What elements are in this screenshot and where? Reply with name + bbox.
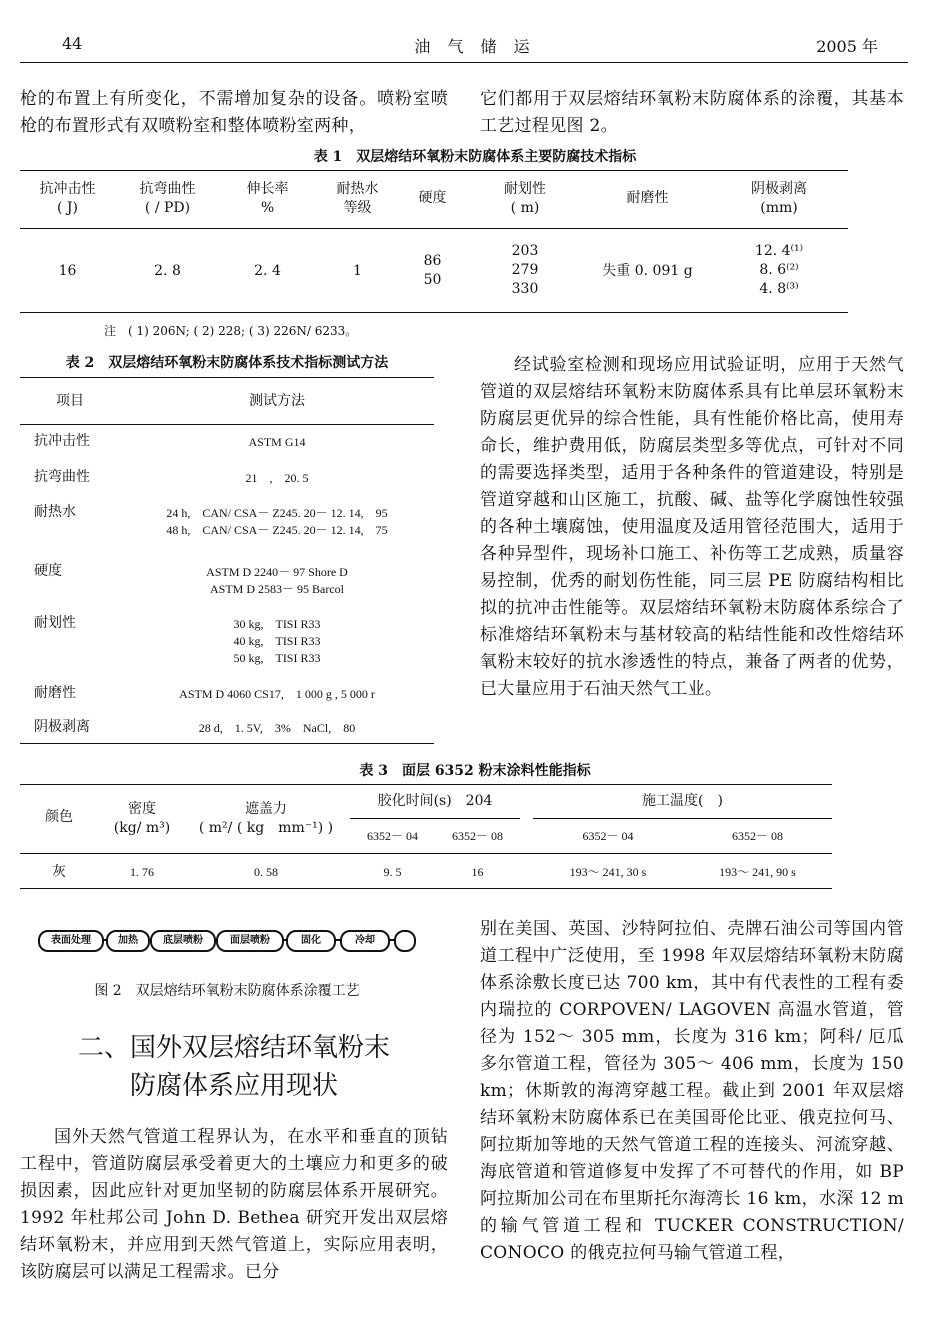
table1-header-cell: 阴极剥离 (mm): [751, 181, 807, 216]
table3-caption: 表 3 面层 6352 粉末涂料性能指标: [359, 763, 591, 779]
table2-item: 耐磨性: [34, 685, 76, 701]
table2-method: 30 kg, TISI R33 40 kg, TISI R33 50 kg, TISI R33: [233, 617, 321, 665]
table2-header-cell: 项目: [56, 393, 84, 409]
table3-header-color: 颜色: [45, 809, 73, 825]
table3-bottom-rule: [20, 888, 832, 889]
table3-header-density: 密度 (kg/ m³): [113, 801, 171, 836]
table3-subheader: 6352－ 04: [582, 829, 634, 843]
table2-item: 耐热水: [34, 504, 76, 520]
table1-header-cell: 耐磨性: [626, 190, 669, 206]
table3-cell: 1. 76: [130, 865, 154, 879]
table2-method: ASTM G14: [248, 435, 306, 449]
table2-bottom-rule: [20, 743, 434, 744]
table2-method: ASTM D 4060 CS17, 1 000 g , 5 000 r: [179, 687, 375, 701]
table2-header-cell: 测试方法: [249, 393, 305, 409]
table3-cell: 193～ 241, 90 s: [719, 865, 796, 879]
table3-subheader: 6352－ 04: [366, 829, 418, 843]
flow-step: 底层喷粉: [150, 930, 216, 952]
table1-header-cell: 耐热水 等级: [336, 181, 379, 216]
intro-left-text: 枪的布置上有所变化，不需增加复杂的设备。喷粉室喷枪的布置形式有双喷粉室和整体喷粉室两种，: [20, 89, 448, 136]
table2-method: ASTM D 2240－ 97 Shore D ASTM D 2583－ 95 Barcol: [206, 565, 348, 596]
table1-bottom-rule: [20, 312, 848, 313]
table2-item: 抗弯曲性: [34, 469, 90, 485]
header-rule: [20, 62, 908, 63]
table3-cell: 193～ 241, 30 s: [569, 865, 647, 879]
page-number: 44: [62, 34, 83, 53]
journal-name: 油 气 储 运: [414, 37, 536, 56]
table3-sub-rule: [533, 818, 832, 819]
table1-cell: 203 279 330: [511, 243, 539, 297]
table1-cell: 12. 4⁽¹⁾ 8. 6⁽²⁾ 4. 8⁽³⁾: [754, 243, 804, 297]
table2-method: 28 d, 1. 5V, 3% NaCl, 80: [198, 721, 356, 735]
table3-cell: 灰: [52, 864, 66, 880]
table3-cell: 9. 5: [383, 865, 402, 879]
flow-step: 表面处理: [38, 930, 104, 952]
table2-item: 硬度: [34, 563, 62, 579]
table3-header-cover: 遮盖力 ( m²/ ( kg mm⁻¹) ): [198, 801, 334, 836]
table3-cell: 16: [471, 865, 484, 879]
flow-end-cap: [394, 930, 416, 952]
table1-cell: 2. 4: [254, 263, 281, 279]
table3-subheader: 6352－ 08: [731, 829, 783, 843]
figure2-caption: 图 2 双层熔结环氧粉末防腐体系涂覆工艺: [94, 983, 360, 999]
table1-header-cell: 抗弯曲性 ( / PD): [139, 181, 196, 216]
body-paragraph-right-2: 别在美国、英国、沙特阿拉伯、壳牌石油公司等国内管道工程中广泛使用，至 1998 年双层熔结环氧粉末防腐体系涂敷长度已达 700 km，其中有代表性的工程有委内瑞拉的 CORPOVEN/ LAGOVEN 高温水管道，管径为 152～ 305 mm，长度为 316 km；阿科/ 厄瓜多尔管道工程，管径为 305～ 406 mm，长度为 150 km；休斯敦的海湾穿越工程。截止到 2001 年双层熔结环氧粉末防腐体系已在美国哥伦比亚、俄克拉何马、阿拉斯加等地的天然气管道工程的连接头、河流穿越、海底管道和管道修复中发挥了不可替代的作用，如 BP 阿拉斯加公司在布里斯托尔海湾长 16 km，水深 12 m 的输气管道工程和 TUCKER CONSTRUCTION/ CONOCO 的俄克拉何马输气管道工程，: [480, 919, 904, 1263]
table1-cell: 2. 8: [154, 263, 181, 279]
table3-header-gel: 胶化时间(s) 204: [377, 793, 493, 809]
table1-header-rule: [20, 228, 848, 229]
table1-cell: 失重 0. 091 g: [602, 263, 693, 279]
flow-step: 冷却: [340, 930, 390, 952]
table1-note: 注 ( 1) 206N; ( 2) 228; ( 3) 226N/ 6233。: [104, 324, 358, 338]
table3-cell: 0. 58: [254, 865, 278, 879]
table1-cell: 86 50: [423, 253, 442, 288]
table2-caption: 表 2 双层熔结环氧粉末防腐体系技术指标测试方法: [65, 355, 389, 371]
table2-item: 阴极剥离: [34, 719, 90, 735]
table1-header-cell: 伸长率 %: [246, 181, 289, 216]
flow-step: 面层喷粉: [216, 930, 284, 952]
table2-item: 耐划性: [34, 615, 76, 631]
table3-subheader: 6352－ 08: [451, 829, 503, 843]
table3-sub-rule: [350, 818, 520, 819]
table1-header-cell: 硬度: [418, 190, 447, 206]
table3-header-rule: [20, 853, 832, 854]
table2-header-rule: [20, 424, 434, 425]
table1-header-cell: 抗冲击性 ( J): [39, 181, 96, 216]
section-title-line2: 防腐体系应用现状: [129, 1071, 338, 1101]
issue-year: 2005 年: [816, 37, 878, 56]
table2-method: 24 h, CAN/ CSA－ Z245. 20－ 12. 14, 95 48 h, CAN/ CSA－ Z245. 20－ 12. 14, 75: [166, 506, 388, 537]
table2-item: 抗冲击性: [34, 433, 90, 449]
coating-process-diagram: [38, 926, 418, 952]
table1-cell: 1: [353, 263, 362, 279]
table1-cell: 16: [58, 263, 77, 279]
table1-header-cell: 耐划性 ( m): [504, 181, 546, 216]
body-paragraph-right: 经试验室检测和现场应用试验证明，应用于天然气管道的双层熔结环氧粉末防腐体系具有比单层环氧粉末防腐层更优异的综合性能，具有性能价格比高，使用寿命长，维护费用低，防腐层类型多等优点，可针对不同的需要选择类型，适用于各种条件的管道建设，特别是管道穿越和山区施工，抗酸、碱、盐等化学腐蚀性较强的各种土壤腐蚀，使用温度及适用管径范围大，适用于各种异型件，现场补口施工、补伤等工艺成熟，质量容易控制，优秀的耐划伤性能，同三层 PE 防腐结构相比拟的抗冲击性能等。双层熔结环氧粉末防腐体系综合了标准熔结环氧粉末与基材较高的粘结性能和改性熔结环氧粉末较好的抗水渗透性的特点，兼备了两者的优势，已大量应用于石油天然气工业。: [480, 355, 904, 699]
section-title-line1: 二、国外双层熔结环氧粉末: [77, 1033, 390, 1063]
table1-top-rule: [20, 170, 848, 171]
table2-top-rule: [20, 377, 434, 378]
intro-right-text: 它们都用于双层熔结环氧粉末防腐体系的涂覆，其基本工艺过程见图 2。: [480, 89, 904, 136]
table1-caption: 表 1 双层熔结环氧粉末防腐体系主要防腐技术指标: [313, 149, 637, 165]
table2-method: 21 , 20. 5: [245, 471, 309, 485]
table3-top-rule: [20, 784, 832, 785]
table3-header-temp: 施工温度( ): [642, 793, 723, 809]
body-paragraph-left: 国外天然气管道工程界认为，在水平和垂直的顶钻工程中，管道防腐层承受着更大的土壤应力和更多的破损因素，因此应针对更加坚韧的防腐层体系开展研究。1992 年杜邦公司 John D. Bethea 研究开发出双层熔结环氧粉末，并应用到天然气管道上，实际应用表明，该防腐层可以满足工程需求。已分: [20, 1127, 448, 1282]
flow-step: 固化: [286, 930, 336, 952]
flow-step: 加热: [106, 930, 150, 952]
